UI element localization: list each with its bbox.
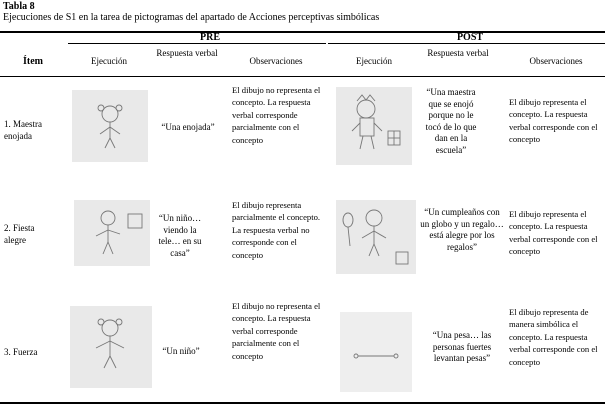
row1-pre-response: “Una enojada” — [161, 122, 215, 132]
row1-post-drawing — [336, 87, 412, 165]
pre-underline — [68, 43, 326, 44]
row3-post-response: “Una pesa… las personas fuertes levantan pesas” — [432, 330, 492, 364]
header-item: Ítem — [23, 56, 43, 67]
header-pre-ejecucion: Ejecución — [91, 56, 127, 66]
row1-pre-drawing — [72, 90, 148, 162]
row3-post-observations: El dibujo representa de manera simbólica el concepto. La respuesta verbal corresponde con el concepto — [509, 307, 598, 367]
row3-item: 3. Fuerza — [4, 347, 38, 357]
bottom-rule — [0, 402, 605, 404]
row2-post-response: “Un cumpleaños con un globo y un regalo… está alegre por los regalos” — [420, 207, 504, 252]
group-post: POST — [456, 32, 484, 43]
header-post-respuesta: Respuesta verbal — [427, 48, 489, 58]
table-subtitle: Ejecuciones de S1 en la tarea de pictogramas del apartado de Acciones perceptivas simbólicas — [3, 12, 380, 23]
header-post-ejecucion: Ejecución — [356, 56, 392, 66]
row1-pre-observations: El dibujo no representa el concepto. La respuesta verbal corresponde parcialmente con el concepto — [232, 85, 321, 145]
header-pre-respuesta: Respuesta verbal — [156, 48, 218, 58]
row2-pre-observations: El dibujo representa parcialmente el concepto. La respuesta verbal no corresponde con el concepto — [232, 200, 321, 260]
row3-pre-drawing — [70, 306, 152, 388]
row2-item: 2. Fiesta alegre — [4, 223, 35, 246]
row2-post-drawing — [336, 200, 416, 274]
table-caption: Tabla 8 — [3, 1, 35, 12]
row2-pre-response: “Un niño… viendo la tele… en su casa” — [158, 213, 202, 258]
post-underline — [328, 43, 605, 44]
row3-post-drawing — [340, 312, 412, 392]
row1-post-response: “Una maestra que se enojó porque no le tocó de lo que dan en la escuela” — [425, 87, 477, 155]
row3-pre-response: “Un niño” — [162, 346, 200, 356]
row2-post-observations: El dibujo representa el concepto. La respuesta verbal corresponde con el concepto — [509, 209, 598, 257]
row1-post-observations: El dibujo representa el concepto. La respuesta verbal corresponde con el concepto — [509, 97, 598, 145]
header-pre-observaciones: Observaciones — [249, 56, 303, 66]
header-post-observaciones: Observaciones — [529, 56, 583, 66]
row2-pre-drawing — [74, 200, 150, 266]
group-pre: PRE — [200, 32, 220, 43]
row1-item: 1. Maestra enojada — [4, 119, 42, 142]
header-rule — [0, 76, 605, 77]
row3-pre-observations: El dibujo no representa el concepto. La respuesta verbal corresponde parcialmente con el concepto — [232, 301, 321, 361]
